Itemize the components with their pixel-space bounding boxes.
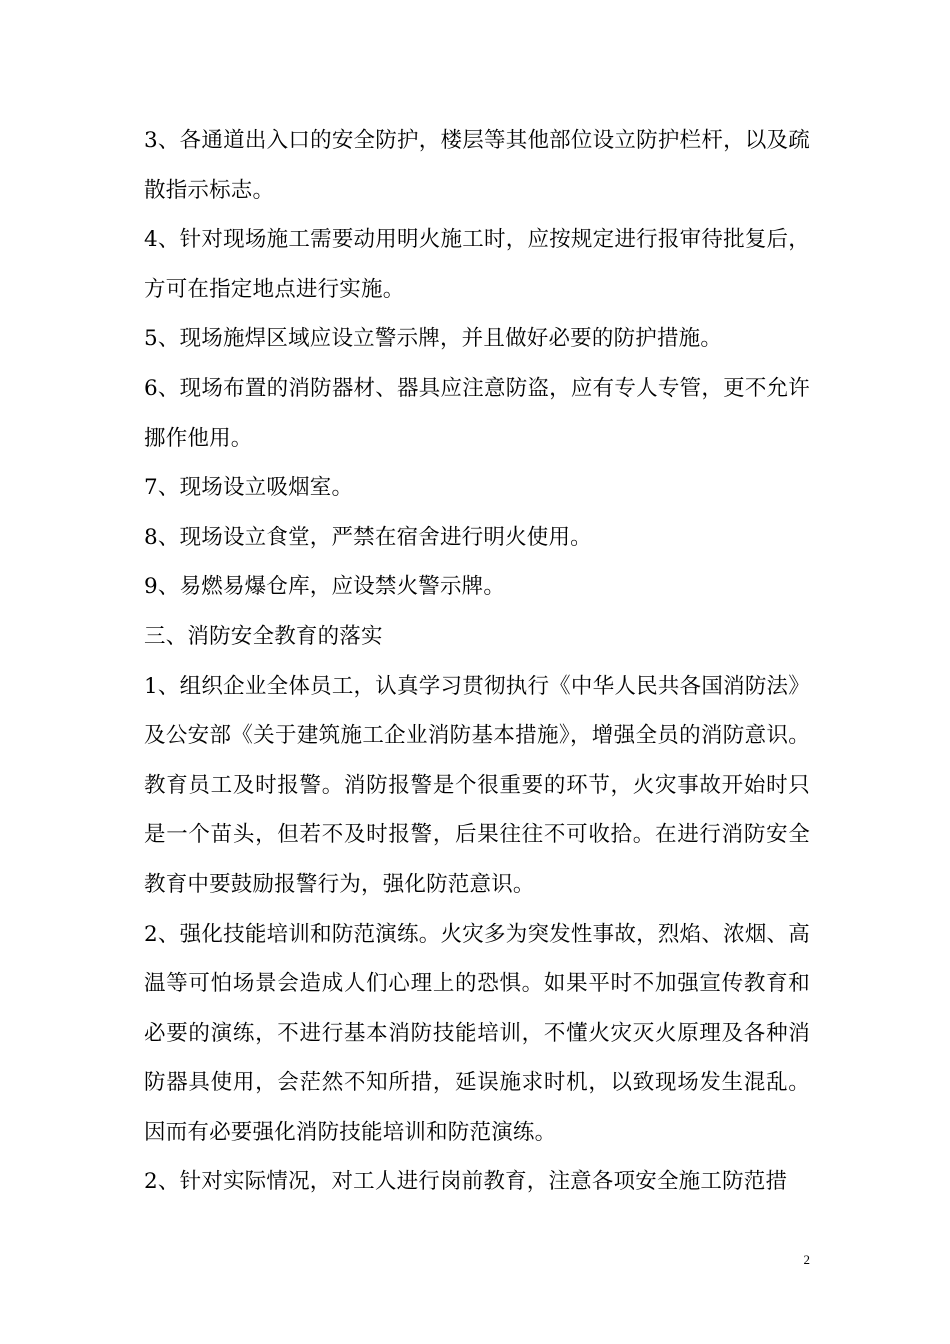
paragraph-education-1: 1、组织企业全体员工，认真学习贯彻执行《中华人民共各国消防法》及公安部《关于建筑施工企业消防基本措施》，增强全员的消防意识。教育员工及时报警。消防报警是个很重要的环节，火灾事故开始时只是一个苗头，但若不及时报警，后果往往不可收拾。在进行消防安全教育中要鼓励报警行为，强化防范意识。 [144, 673, 810, 897]
paragraph-item-8: 8、现场设立食堂，严禁在宿舍进行明火使用。 [144, 524, 592, 550]
paragraph-item-4: 4、针对现场施工需要动用明火施工时，应按规定进行报审待批复后，方可在指定地点进行实施。 [144, 227, 810, 302]
paragraph-item-6: 6、现场布置的消防器材、器具应注意防盗，应有专人专管，更不允许挪作他用。 [144, 375, 810, 451]
section-heading: 三、消防安全教育的落实 [144, 623, 383, 649]
paragraph-item-3: 3、各通道出入口的安全防护，楼层等其他部位设立防护栏杆，以及疏散指示标志。 [144, 128, 810, 203]
paragraph-item-9: 9、易燃易爆仓库，应设禁火警示牌。 [144, 574, 506, 600]
document-body [144, 116, 810, 1207]
paragraph-item-5: 5、现场施焊区域应设立警示牌，并且做好必要的防护措施。 [144, 326, 723, 352]
paragraph-education-2: 2、强化技能培训和防范演练。火灾多为突发性事故，烈焰、浓烟、高温等可怕场景会造成人们心理上的恐惧。如果平时不加强宣传教育和必要的演练，不进行基本消防技能培训，不懂火灾灭火原理及各种消防器具使用，会茫然不知所措，延误施求时机，以致现场发生混乱。因而有必要强化消防技能培训和防范演练。 [144, 921, 810, 1145]
paragraph-education-2b: 2、针对实际情况，对工人进行岗前教育，注意各项安全施工防范措 [144, 1169, 788, 1195]
paragraph-item-7: 7、现场设立吸烟室。 [144, 475, 354, 501]
page-number: 2 [803, 1252, 810, 1267]
